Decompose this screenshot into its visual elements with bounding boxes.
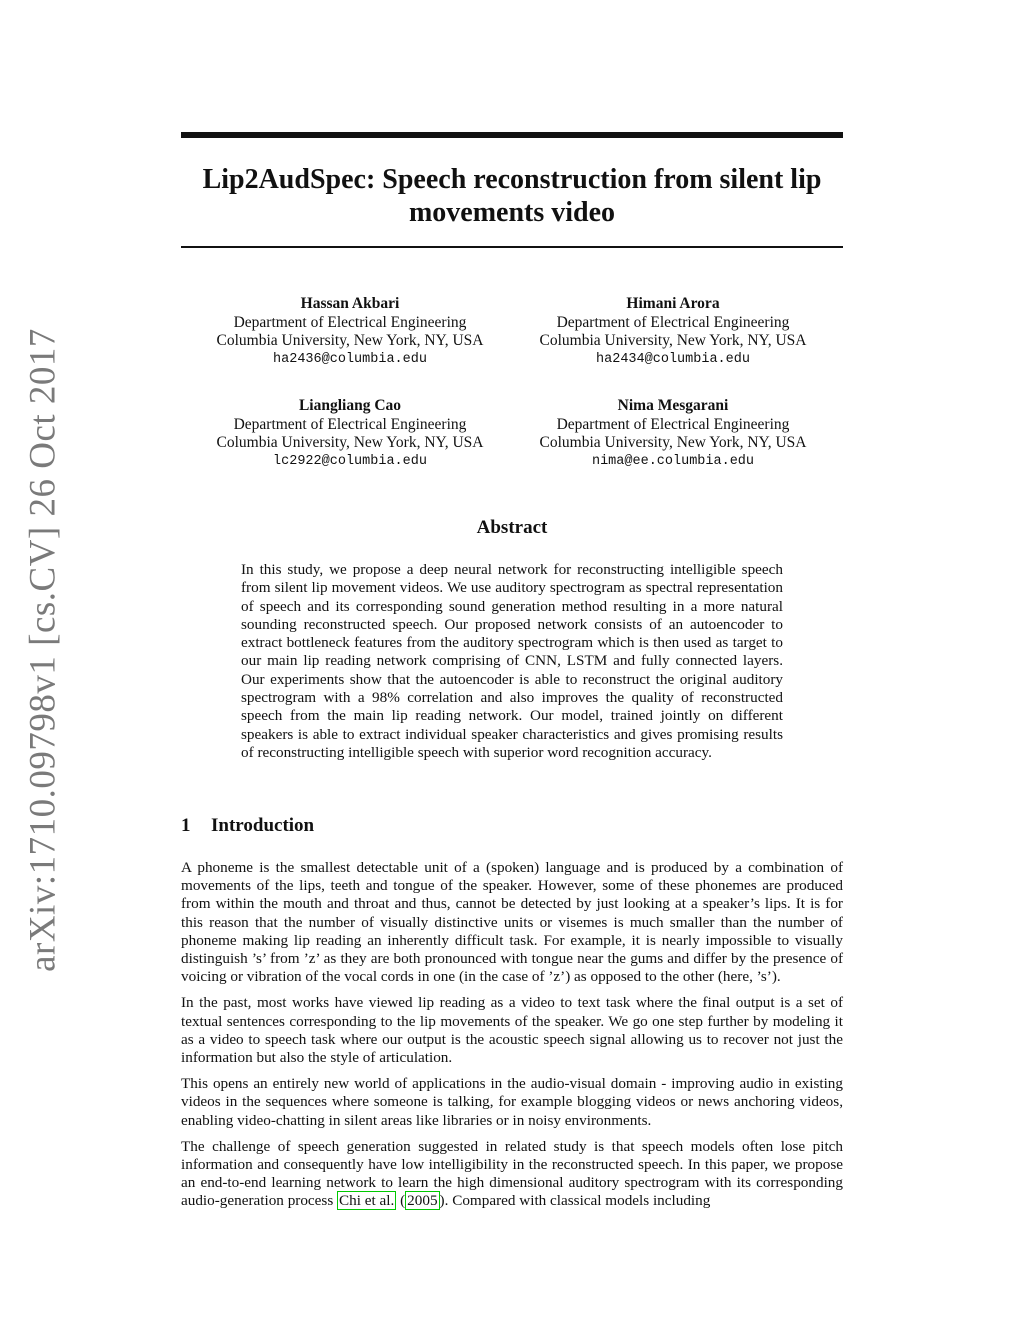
author-department: Department of Electrical Engineering xyxy=(233,415,467,433)
arxiv-identifier: arXiv:1710.09798v1 [cs.CV] 26 Oct 2017 xyxy=(22,328,64,972)
title-bottom-rule xyxy=(181,246,843,248)
section-title: Introduction xyxy=(211,815,315,836)
paragraph: The challenge of speech generation suggested in related study is that speech models often lose pitch information and consequently have low intelligibility in the reconstructed speech. In this paper, we propose an end-to-end learning network to learn the high dimensional auditory spectrogram with its corresponding audio-generation process Chi et al. ( 2005 ). Compared with classical models including xyxy=(181,1137,843,1210)
paragraph: In the past, most works have viewed lip reading as a video to text task where the final output is a set of textual sentences corresponding to the lip movements of the speaker. We go one step further by modeling it as a video to speech task where our output is the acoustic speech signal allowing us to recover not just the information but also the style of articulation. xyxy=(181,994,843,1067)
author-email[interactable]: ha2436@columbia.edu xyxy=(273,351,427,367)
author-block xyxy=(513,397,833,471)
title-top-rule xyxy=(181,132,843,138)
author-affiliation: Columbia University, New York, NY, USA xyxy=(216,332,484,349)
paragraph: A phoneme is the smallest detectable unit of a (spoken) language and is produced by a combination of movements of the lips, teeth and tongue of the speaker. However, some of these phonemes are produced from within the mouth and throat and thus, cannot be detected by just looking at a speaker’s lips. It is for this reason that the number of visually distinctive units or visemes is much smaller than the number of phoneme making lip reading an inherently difficult task. For example, it is nearly impossible to visually distinguish ’s’ from ’z’ as they are both pronounced with tongue near the gums and differ by the presence of voicing or vibration of the vocal cords in one (in the case of ’z’) as opposed to the other (here, ’s’). xyxy=(181,859,843,986)
author-email[interactable]: nima@ee.columbia.edu xyxy=(591,453,755,469)
citation-link-author[interactable]: Chi et al. xyxy=(339,1192,395,1210)
author-affiliation: Columbia University, New York, NY, USA xyxy=(539,434,807,451)
author-block xyxy=(513,295,833,369)
author-block xyxy=(190,397,510,471)
paragraph: This opens an entirely new world of applications in the audio-visual domain - improving audio in existing videos in the sequences where someone is talking, for example blogging videos or news anchoring videos, enabling video-chatting in silent areas like libraries or in noisy environments. xyxy=(181,1075,843,1129)
abstract-heading: Abstract xyxy=(476,517,548,538)
citation-link-year[interactable]: 2005 xyxy=(407,1192,438,1210)
author-name: Hassan Akbari xyxy=(300,295,400,312)
author-affiliation: Columbia University, New York, NY, USA xyxy=(216,434,484,451)
paper-title: Lip2AudSpec: Speech reconstruction from silent lip movements video xyxy=(202,164,822,228)
author-name: Himani Arora xyxy=(626,295,720,312)
author-department: Department of Electrical Engineering xyxy=(233,313,467,331)
section-number: 1 xyxy=(181,815,191,836)
author-affiliation: Columbia University, New York, NY, USA xyxy=(539,332,807,349)
abstract-text: In this study, we propose a deep neural network for reconstructing intelligible speech from silent lip movement videos. We use auditory spectrogram as spectral representation of speech and its corresponding sound generation method resulting in a more natural sounding reconstructed speech. Our proposed network consists of an autoencoder to extract bottleneck features from the auditory spectrogram which is then used as target to our main lip reading network comprising of CNN, LSTM and fully connected layers. Our experiments show that the autoencoder is able to reconstruct the original auditory spectrogram with a 98% correlation and also improves the quality of reconstructed speech from the main lip reading network. Our model, trained jointly on different speakers is able to extract individual speaker characteristics and gives promising results of reconstructing intelligible speech with superior word recognition accuracy. xyxy=(241,561,783,761)
author-department: Department of Electrical Engineering xyxy=(556,415,790,433)
author-block xyxy=(190,295,510,369)
paragraph-text: The challenge of speech generation suggested in related study is that speech models often lose pitch information and consequently have low intelligibility in the reconstructed speech. In this paper, we propose an end-to-end learning network to learn the high dimensional auditory spectrogram with its corresponding audio-generation process xyxy=(181,1137,843,1210)
section-heading xyxy=(181,815,314,837)
author-email[interactable]: lc2922@columbia.edu xyxy=(273,453,427,469)
author-name: Liangliang Cao xyxy=(298,397,402,414)
introduction-body xyxy=(181,859,843,1219)
author-department: Department of Electrical Engineering xyxy=(556,313,790,331)
author-email[interactable]: ha2434@columbia.edu xyxy=(596,351,750,367)
author-name: Nima Mesgarani xyxy=(617,397,729,414)
paragraph-text: ). Compared with classical models including xyxy=(439,1192,711,1210)
